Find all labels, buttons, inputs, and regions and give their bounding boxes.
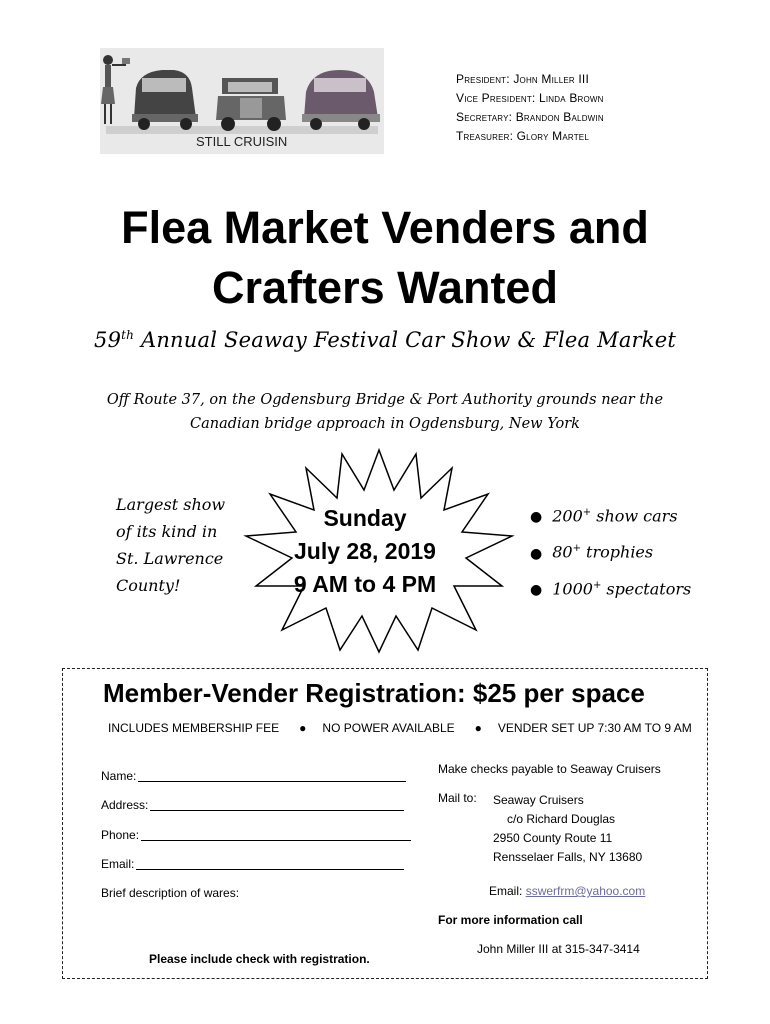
event-date: July 28, 2019 <box>294 538 436 564</box>
event-stats <box>530 497 691 606</box>
stat-plus: + <box>592 579 602 591</box>
largest-show-note <box>116 491 256 599</box>
still-cruisin-logo <box>100 48 384 154</box>
page-title <box>0 198 770 318</box>
stat-number: 200 <box>552 506 583 526</box>
event-day: Sunday <box>323 505 407 531</box>
registration-title: Member-Vender Registration: $25 per space <box>103 678 645 708</box>
event-datetime <box>270 502 460 601</box>
wares-field[interactable] <box>101 886 239 900</box>
officer-vice-president: Vice President: Linda Brown <box>456 91 604 105</box>
largest-line-3: St. Lawrence <box>116 549 224 568</box>
location-line-1: Off Route 37, on the Ogdensburg Bridge & Port Authority grounds near the <box>106 392 664 408</box>
note-no-power: NO POWER AVAILABLE <box>322 721 455 735</box>
stat-label: trophies <box>580 542 654 562</box>
note-membership-fee: INCLUDES MEMBERSHIP FEE <box>108 721 280 735</box>
email-label: Email: <box>101 857 135 871</box>
title-line-1: Flea Market Venders and <box>121 202 649 253</box>
event-number-suffix: th <box>121 328 135 342</box>
event-subtitle <box>0 328 770 352</box>
info-heading: For more information call <box>438 913 583 927</box>
largest-line-2: of its kind in <box>116 522 218 541</box>
event-number: 59 <box>94 328 122 352</box>
info-contact: John Miller III at 315-347-3414 <box>477 942 640 956</box>
stat-show-cars <box>530 497 691 533</box>
largest-line-1: Largest show <box>116 495 226 514</box>
stat-plus: + <box>572 543 581 555</box>
contact-email-label: Email: <box>489 884 523 898</box>
contact-email-link[interactable]: sswerfrm@yahoo.com <box>525 884 646 898</box>
bullet-icon: ● <box>474 721 482 735</box>
stat-number: 80 <box>552 542 573 562</box>
event-location <box>60 388 710 436</box>
mail-to-line-1: Seaway Cruisers <box>493 793 584 807</box>
largest-line-4: County! <box>116 576 181 595</box>
stat-spectators <box>530 570 691 606</box>
address-input-line[interactable] <box>150 798 404 811</box>
registration-notes <box>108 721 692 735</box>
mail-to-line-2: c/o Richard Douglas <box>507 812 616 826</box>
address-label: Address: <box>101 798 149 812</box>
name-label: Name: <box>101 769 137 783</box>
mail-to-label: Mail to: <box>438 791 477 805</box>
phone-field[interactable] <box>101 828 411 842</box>
stat-label: spectators <box>601 578 692 598</box>
contact-email <box>489 884 645 898</box>
stat-number: 1000 <box>552 578 593 598</box>
officer-secretary: Secretary: Brandon Baldwin <box>456 110 604 124</box>
note-setup-time: VENDER SET UP 7:30 AM TO 9 AM <box>497 721 692 735</box>
bullet-icon: ● <box>530 509 543 526</box>
bullet-icon: ● <box>530 581 543 598</box>
email-field[interactable] <box>101 857 404 871</box>
officer-treasurer: Treasurer: Glory Martel <box>456 129 589 143</box>
checks-payable-note: Make checks payable to Seaway Cruisers <box>438 762 661 776</box>
check-note: Please include check with registration. <box>149 952 370 966</box>
phone-input-line[interactable] <box>141 828 411 841</box>
phone-label: Phone: <box>101 828 140 842</box>
officer-president: President: John Miller III <box>456 72 589 86</box>
event-time: 9 AM to 4 PM <box>293 571 437 597</box>
wares-label: Brief description of wares: <box>101 886 240 900</box>
stat-label: show cars <box>591 506 678 526</box>
address-field[interactable] <box>101 798 404 812</box>
mail-to-line-3: 2950 County Route 11 <box>493 831 613 845</box>
stat-trophies <box>530 533 691 569</box>
name-field[interactable] <box>101 769 406 783</box>
stat-plus: + <box>582 507 592 518</box>
mail-to-line-4: Rensselaer Falls, NY 13680 <box>493 850 643 864</box>
car-1-icon <box>132 70 198 130</box>
officers-list <box>456 70 604 146</box>
email-input-line[interactable] <box>136 857 404 870</box>
name-input-line[interactable] <box>138 769 406 782</box>
title-line-2: Crafters Wanted <box>212 262 558 313</box>
mail-to-address <box>493 791 642 867</box>
bullet-icon: ● <box>299 721 307 735</box>
svg-text:STILL CRUISIN: STILL CRUISIN <box>196 134 288 149</box>
bullet-icon: ● <box>530 545 543 562</box>
location-line-2: Canadian bridge approach in Ogdensburg, New York <box>190 416 580 432</box>
event-name: Annual Seaway Festival Car Show & Flea Market <box>134 328 676 352</box>
